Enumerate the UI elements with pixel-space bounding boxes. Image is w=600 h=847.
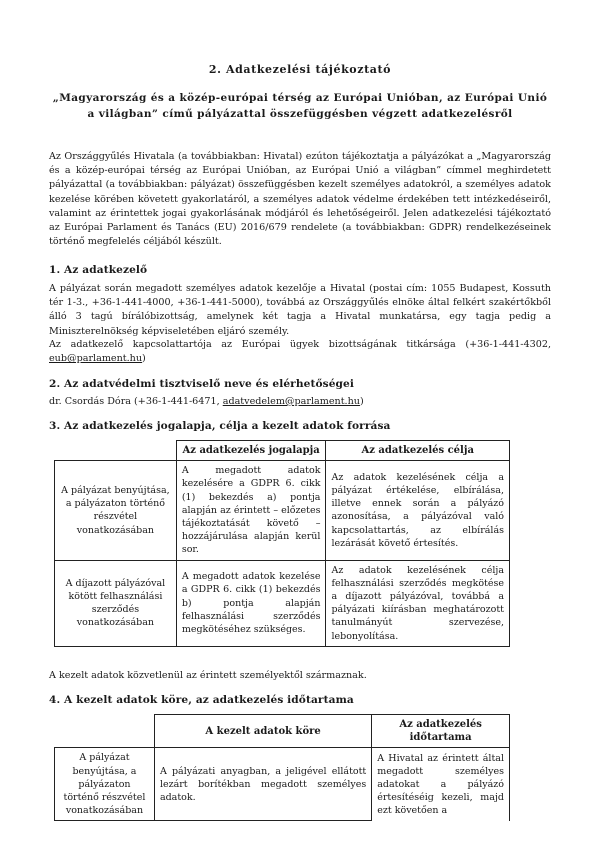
dpo-contact <box>49 395 551 409</box>
table-row <box>55 560 510 646</box>
table-header-row <box>55 441 510 461</box>
empty-header-cell <box>55 441 177 461</box>
scope-header: A kezelt adatok köre <box>154 715 371 748</box>
dpo-contact-end: ) <box>359 396 364 407</box>
section-1-paragraph-2 <box>49 338 551 366</box>
legal-basis-cell: A megadott adatok kezelése a GDPR 6. cikk (1) bekezdés b) pontja alapján felhasználási szerződés megkötéséhez szükséges. <box>176 560 326 646</box>
data-scope-table <box>54 714 510 821</box>
scope-cell: A pályázati anyagban, a jeligével ellátott lezárt borítékban megadott személyes adatok. <box>154 748 371 821</box>
table-row <box>55 461 510 560</box>
document-title: 2. Adatkezelési tájékoztató <box>208 63 392 76</box>
intro-paragraph: Az Országgyűlés Hivatala (a továbbiakban: Hivatal) ezúton tájékoztatja a pályázókat a „Magyarország és a közép-európai térség az Európai Unióban, az Európai Unió a világban” címmel meghirdetett pályázattal (a továbbiakban: pályázat) összefüggésben kezelt személyes adatokról, a személyes adatok kezelése körében követett gyakorlatáról, a személyes adatok védelme érdekében tett intézkedéseiről, valamint az érintettek jogai gyakorlásának módjáról és lehetőségeiről. Jelen adatkezelési tájékoztató az Európai Parlament és Tanács (EU) 2016/679 rendelete (a továbbiakban: GDPR) rendelkezéseinek történő megfelelés céljából készült. <box>49 151 551 248</box>
legal-basis-table <box>54 440 510 647</box>
eub-email-link[interactable]: eub@parlament.hu <box>49 353 143 365</box>
row-label: A díjazott pályázóval kötött felhasználási szerződés vonatkozásában <box>55 560 177 646</box>
duration-header: Az adatkezelés időtartama <box>372 715 510 748</box>
purpose-cell: Az adatok kezelésének célja felhasználási szerződés megkötése a díjazott pályázóval, továbbá a pályázati kiírásban meghatározott tanulmányút szervezése, lebonyolítása. <box>326 560 510 646</box>
section-4-heading: 4. A kezelt adatok köre, az adatkezelés időtartama <box>49 694 354 706</box>
contact-end: ) <box>142 353 146 365</box>
document-subtitle: „Magyarország és a közép-európai térség az Európai Unióban, az Európai Unió a világban” című pályázattal összefüggésben végzett adatkezelésről <box>52 92 548 120</box>
section-3-heading: 3. Az adatkezelés jogalapja, célja a kezelt adatok forrása <box>49 420 391 432</box>
purpose-cell: Az adatok kezelésének célja a pályázat értékelése, elbírálása, illetve ennek során a pályázó azonosítása, a pályázóval való kapcsolattartás, az elbírálás lezárását követő értesítés. <box>326 461 510 560</box>
legal-basis-cell: A megadott adatok kezelésére a GDPR 6. cikk (1) bekezdés a) pontja alapján az érintett – előzetes tájékoztatását követő – hozzájárulása alapján kerül sor. <box>176 461 326 560</box>
empty-header-cell <box>55 715 155 748</box>
table-row <box>55 748 510 821</box>
row-label: A pályázat benyújtása, a pályázaton történő részvétel vonatkozásában <box>55 748 155 821</box>
section-1-paragraph-1: A pályázat során megadott személyes adatok kezelője a Hivatal (postai cím: 1055 Budapest, Kossuth tér 1-3., +36-1-441-4000, +36-1-441-5000), továbbá az Országgyűlés elnöke által felkért szakértőkből álló 3 tagú bírálóbizottság, amelynek két tagja a Hivatal munkatársa, egy tagja pedig a Miniszterelnökség képviseletében eljáró személy. <box>49 283 551 337</box>
section-1-heading: 1. Az adatkezelő <box>49 264 148 276</box>
table-header-row <box>55 715 510 748</box>
duration-cell: A Hivatal az érintett által megadott személyes adatokat a pályázó értesítéséig kezeli, majd ezt követően a <box>372 748 510 821</box>
row-label: A pályázat benyújtása, a pályázaton történő részvétel vonatkozásában <box>55 461 177 560</box>
dpo-email-link[interactable]: adatvedelem@parlament.hu <box>222 396 360 407</box>
contact-text: Az adatkezelő kapcsolattartója az Európai ügyek bizottságának titkársága (+36-1-441-4302, <box>49 339 551 350</box>
purpose-header: Az adatkezelés célja <box>326 441 510 461</box>
section-3-footnote: A kezelt adatok közvetlenül az érintett személyektől származnak. <box>49 670 367 681</box>
section-2-heading: 2. Az adatvédelmi tisztviselő neve és elérhetőségei <box>49 378 355 390</box>
legal-basis-header: Az adatkezelés jogalapja <box>176 441 326 461</box>
dpo-name: dr. Csordás Dóra (+36-1-441-6471, <box>49 396 220 407</box>
